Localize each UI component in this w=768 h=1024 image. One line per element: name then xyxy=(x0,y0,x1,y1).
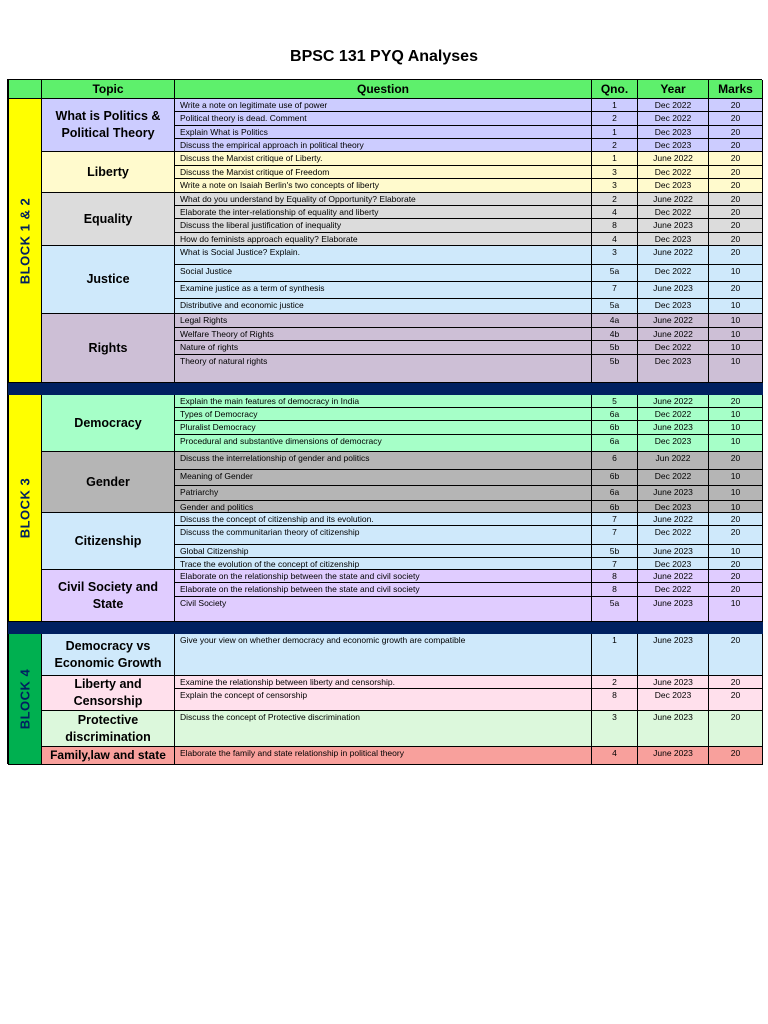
question-cell: Social Justice xyxy=(175,265,592,282)
qno-cell: 1 xyxy=(592,126,638,139)
year-cell: Dec 2022 xyxy=(638,470,709,486)
block-label: BLOCK 4 xyxy=(17,668,33,730)
year-cell: June 2023 xyxy=(638,747,709,765)
block-label: BLOCK 3 xyxy=(17,477,33,539)
marks-cell: 10 xyxy=(709,545,763,558)
year-cell: June 2022 xyxy=(638,193,709,206)
year-cell: Jun 2022 xyxy=(638,452,709,470)
year-cell: June 2023 xyxy=(638,711,709,747)
year-cell: Dec 2022 xyxy=(638,112,709,126)
qno-cell: 7 xyxy=(592,282,638,299)
year-cell: June 2023 xyxy=(638,421,709,435)
block-separator xyxy=(8,383,763,395)
question-row xyxy=(175,570,763,583)
header-corner xyxy=(8,80,42,99)
marks-cell: 20 xyxy=(709,676,763,689)
topic-cell: Citizenship xyxy=(42,513,175,570)
question-cell: Legal Rights xyxy=(175,314,592,328)
topic-cell: Protective discrimination xyxy=(42,711,175,747)
question-cell: Types of Democracy xyxy=(175,408,592,421)
question-cell: Discuss the liberal justification of inequality xyxy=(175,219,592,233)
year-cell: Dec 2022 xyxy=(638,166,709,179)
marks-cell: 10 xyxy=(709,486,763,501)
question-cell: Global Citizenship xyxy=(175,545,592,558)
question-row xyxy=(175,299,763,314)
question-row xyxy=(175,233,763,246)
qno-cell: 5b xyxy=(592,341,638,355)
question-row xyxy=(175,545,763,558)
year-cell: June 2022 xyxy=(638,570,709,583)
qno-cell: 1 xyxy=(592,152,638,166)
qno-cell: 1 xyxy=(592,99,638,112)
question-cell: Give your view on whether democracy and economic growth are compatible xyxy=(175,634,592,676)
header-year: Year xyxy=(638,80,709,99)
question-cell: Trace the evolution of the concept of citizenship xyxy=(175,558,592,570)
question-row xyxy=(175,689,763,711)
question-row xyxy=(175,355,763,383)
question-row xyxy=(175,526,763,545)
header-qno: Qno. xyxy=(592,80,638,99)
year-cell: June 2022 xyxy=(638,328,709,341)
question-cell: Discuss the empirical approach in political theory xyxy=(175,139,592,152)
page-title: BPSC 131 PYQ Analyses xyxy=(290,48,478,65)
question-cell: Pluralist Democracy xyxy=(175,421,592,435)
marks-cell: 20 xyxy=(709,99,763,112)
question-row xyxy=(175,583,763,597)
question-row xyxy=(175,470,763,486)
qno-cell: 4a xyxy=(592,314,638,328)
question-cell: Elaborate the inter-relationship of equality and liberty xyxy=(175,206,592,219)
question-cell: What is Social Justice? Explain. xyxy=(175,246,592,265)
year-cell: Dec 2022 xyxy=(638,99,709,112)
marks-cell: 20 xyxy=(709,193,763,206)
question-cell: Explain What is Politics xyxy=(175,126,592,139)
marks-cell: 20 xyxy=(709,152,763,166)
marks-cell: 20 xyxy=(709,395,763,408)
marks-cell: 20 xyxy=(709,246,763,265)
question-cell: Discuss the interrelationship of gender and politics xyxy=(175,452,592,470)
qno-cell: 7 xyxy=(592,558,638,570)
question-cell: Examine justice as a term of synthesis xyxy=(175,282,592,299)
year-cell: June 2023 xyxy=(638,676,709,689)
question-row xyxy=(175,486,763,501)
qno-cell: 5a xyxy=(592,265,638,282)
qno-cell: 4 xyxy=(592,747,638,765)
question-cell: Theory of natural rights xyxy=(175,355,592,383)
qno-cell: 3 xyxy=(592,166,638,179)
marks-cell: 10 xyxy=(709,299,763,314)
topic-cell: Civil Society and State xyxy=(42,570,175,622)
topic-cell: Liberty and Censorship xyxy=(42,676,175,711)
year-cell: Dec 2023 xyxy=(638,435,709,452)
question-cell: Welfare Theory of Rights xyxy=(175,328,592,341)
marks-cell: 20 xyxy=(709,513,763,526)
question-row xyxy=(175,634,763,676)
marks-cell: 20 xyxy=(709,747,763,765)
question-row xyxy=(175,99,763,112)
question-row xyxy=(175,676,763,689)
marks-cell: 10 xyxy=(709,328,763,341)
question-cell: Elaborate the family and state relationship in political theory xyxy=(175,747,592,765)
question-row xyxy=(175,282,763,299)
year-cell: June 2023 xyxy=(638,486,709,501)
question-row xyxy=(175,395,763,408)
qno-cell: 2 xyxy=(592,193,638,206)
year-cell: Dec 2023 xyxy=(638,355,709,383)
question-row xyxy=(175,265,763,282)
question-cell: Gender and politics xyxy=(175,501,592,513)
qno-cell: 8 xyxy=(592,570,638,583)
block-label: BLOCK 1 & 2 xyxy=(17,197,33,284)
question-row xyxy=(175,139,763,152)
marks-cell: 20 xyxy=(709,452,763,470)
question-row xyxy=(175,126,763,139)
marks-cell: 10 xyxy=(709,435,763,452)
question-row xyxy=(175,206,763,219)
qno-cell: 8 xyxy=(592,219,638,233)
qno-cell: 3 xyxy=(592,246,638,265)
question-row xyxy=(175,597,763,622)
year-cell: Dec 2022 xyxy=(638,408,709,421)
question-cell: Explain the main features of democracy in India xyxy=(175,395,592,408)
marks-cell: 10 xyxy=(709,341,763,355)
question-cell: Write a note on Isaiah Berlin's two concepts of liberty xyxy=(175,179,592,193)
topic-cell: What is Politics & Political Theory xyxy=(42,99,175,152)
year-cell: June 2023 xyxy=(638,634,709,676)
qno-cell: 6b xyxy=(592,470,638,486)
question-cell: Discuss the Marxist critique of Freedom xyxy=(175,166,592,179)
marks-cell: 20 xyxy=(709,711,763,747)
question-row xyxy=(175,112,763,126)
question-cell: Procedural and substantive dimensions of democracy xyxy=(175,435,592,452)
question-row xyxy=(175,152,763,166)
question-row xyxy=(175,193,763,206)
topic-cell: Democracy xyxy=(42,395,175,452)
year-cell: June 2023 xyxy=(638,282,709,299)
qno-cell: 4 xyxy=(592,233,638,246)
header-question: Question xyxy=(175,80,592,99)
year-cell: Dec 2022 xyxy=(638,265,709,282)
qno-cell: 8 xyxy=(592,583,638,597)
header-topic: Topic xyxy=(42,80,175,99)
marks-cell: 10 xyxy=(709,501,763,513)
question-cell: Discuss the Marxist critique of Liberty. xyxy=(175,152,592,166)
year-cell: Dec 2022 xyxy=(638,341,709,355)
marks-cell: 10 xyxy=(709,408,763,421)
year-cell: June 2022 xyxy=(638,246,709,265)
marks-cell: 20 xyxy=(709,139,763,152)
question-cell: Elaborate on the relationship between the state and civil society xyxy=(175,570,592,583)
qno-cell: 5a xyxy=(592,597,638,622)
marks-cell: 10 xyxy=(709,421,763,435)
qno-cell: 6b xyxy=(592,421,638,435)
topic-cell: Family,law and state xyxy=(42,747,175,765)
qno-cell: 2 xyxy=(592,139,638,152)
year-cell: Dec 2023 xyxy=(638,501,709,513)
qno-cell: 6b xyxy=(592,501,638,513)
marks-cell: 20 xyxy=(709,126,763,139)
question-row xyxy=(175,314,763,328)
qno-cell: 6a xyxy=(592,486,638,501)
year-cell: June 2022 xyxy=(638,314,709,328)
qno-cell: 2 xyxy=(592,676,638,689)
qno-cell: 6a xyxy=(592,435,638,452)
question-cell: Discuss the communitarian theory of citizenship xyxy=(175,526,592,545)
year-cell: Dec 2023 xyxy=(638,126,709,139)
question-row xyxy=(175,179,763,193)
question-row xyxy=(175,166,763,179)
topic-cell: Liberty xyxy=(42,152,175,193)
question-cell: Write a note on legitimate use of power xyxy=(175,99,592,112)
marks-cell: 20 xyxy=(709,219,763,233)
qno-cell: 2 xyxy=(592,112,638,126)
question-row xyxy=(175,219,763,233)
qno-cell: 4b xyxy=(592,328,638,341)
question-row xyxy=(175,513,763,526)
marks-cell: 20 xyxy=(709,634,763,676)
year-cell: Dec 2023 xyxy=(638,233,709,246)
question-cell: How do feminists approach equality? Elaborate xyxy=(175,233,592,246)
year-cell: June 2022 xyxy=(638,152,709,166)
year-cell: Dec 2022 xyxy=(638,206,709,219)
year-cell: June 2023 xyxy=(638,597,709,622)
question-cell: Elaborate on the relationship between the state and civil society xyxy=(175,583,592,597)
question-cell: Civil Society xyxy=(175,597,592,622)
qno-cell: 5a xyxy=(592,299,638,314)
qno-cell: 4 xyxy=(592,206,638,219)
topic-cell: Justice xyxy=(42,246,175,314)
qno-cell: 5b xyxy=(592,355,638,383)
question-cell: Discuss the concept of citizenship and its evolution. xyxy=(175,513,592,526)
year-cell: Dec 2023 xyxy=(638,558,709,570)
question-row xyxy=(175,711,763,747)
question-cell: What do you understand by Equality of Opportunity? Elaborate xyxy=(175,193,592,206)
question-cell: Nature of rights xyxy=(175,341,592,355)
qno-cell: 8 xyxy=(592,689,638,711)
header-marks: Marks xyxy=(709,80,763,99)
marks-cell: 20 xyxy=(709,689,763,711)
question-row xyxy=(175,435,763,452)
pyq-table xyxy=(7,79,762,764)
marks-cell: 20 xyxy=(709,179,763,193)
marks-cell: 10 xyxy=(709,265,763,282)
question-row xyxy=(175,558,763,570)
question-cell: Discuss the concept of Protective discrimination xyxy=(175,711,592,747)
marks-cell: 20 xyxy=(709,112,763,126)
question-row xyxy=(175,341,763,355)
question-row xyxy=(175,501,763,513)
year-cell: June 2023 xyxy=(638,545,709,558)
marks-cell: 10 xyxy=(709,597,763,622)
qno-cell: 3 xyxy=(592,711,638,747)
qno-cell: 5b xyxy=(592,545,638,558)
topic-cell: Equality xyxy=(42,193,175,246)
marks-cell: 20 xyxy=(709,526,763,545)
marks-cell: 10 xyxy=(709,470,763,486)
qno-cell: 1 xyxy=(592,634,638,676)
topic-cell: Democracy vs Economic Growth xyxy=(42,634,175,676)
marks-cell: 20 xyxy=(709,583,763,597)
year-cell: Dec 2022 xyxy=(638,526,709,545)
year-cell: Dec 2023 xyxy=(638,179,709,193)
marks-cell: 20 xyxy=(709,233,763,246)
question-row xyxy=(175,246,763,265)
qno-cell: 6 xyxy=(592,452,638,470)
year-cell: June 2022 xyxy=(638,513,709,526)
block-separator xyxy=(8,622,763,634)
qno-cell: 7 xyxy=(592,513,638,526)
marks-cell: 10 xyxy=(709,314,763,328)
year-cell: Dec 2023 xyxy=(638,299,709,314)
block-2-column xyxy=(8,395,42,622)
year-cell: June 2022 xyxy=(638,395,709,408)
year-cell: June 2023 xyxy=(638,219,709,233)
year-cell: Dec 2023 xyxy=(638,689,709,711)
question-cell: Explain the concept of censorship xyxy=(175,689,592,711)
qno-cell: 5 xyxy=(592,395,638,408)
qno-cell: 6a xyxy=(592,408,638,421)
marks-cell: 20 xyxy=(709,206,763,219)
marks-cell: 20 xyxy=(709,166,763,179)
question-cell: Examine the relationship between liberty and censorship. xyxy=(175,676,592,689)
question-cell: Political theory is dead. Comment xyxy=(175,112,592,126)
qno-cell: 7 xyxy=(592,526,638,545)
marks-cell: 20 xyxy=(709,558,763,570)
question-cell: Meaning of Gender xyxy=(175,470,592,486)
marks-cell: 20 xyxy=(709,570,763,583)
question-row xyxy=(175,328,763,341)
topic-cell: Gender xyxy=(42,452,175,513)
block-3-column xyxy=(8,634,42,765)
year-cell: Dec 2023 xyxy=(638,139,709,152)
question-cell: Distributive and economic justice xyxy=(175,299,592,314)
qno-cell: 3 xyxy=(592,179,638,193)
question-row xyxy=(175,421,763,435)
year-cell: Dec 2022 xyxy=(638,583,709,597)
question-row xyxy=(175,452,763,470)
marks-cell: 10 xyxy=(709,355,763,383)
question-cell: Patriarchy xyxy=(175,486,592,501)
topic-cell: Rights xyxy=(42,314,175,383)
marks-cell: 20 xyxy=(709,282,763,299)
question-row xyxy=(175,747,763,765)
block-1-column xyxy=(8,99,42,383)
question-row xyxy=(175,408,763,421)
